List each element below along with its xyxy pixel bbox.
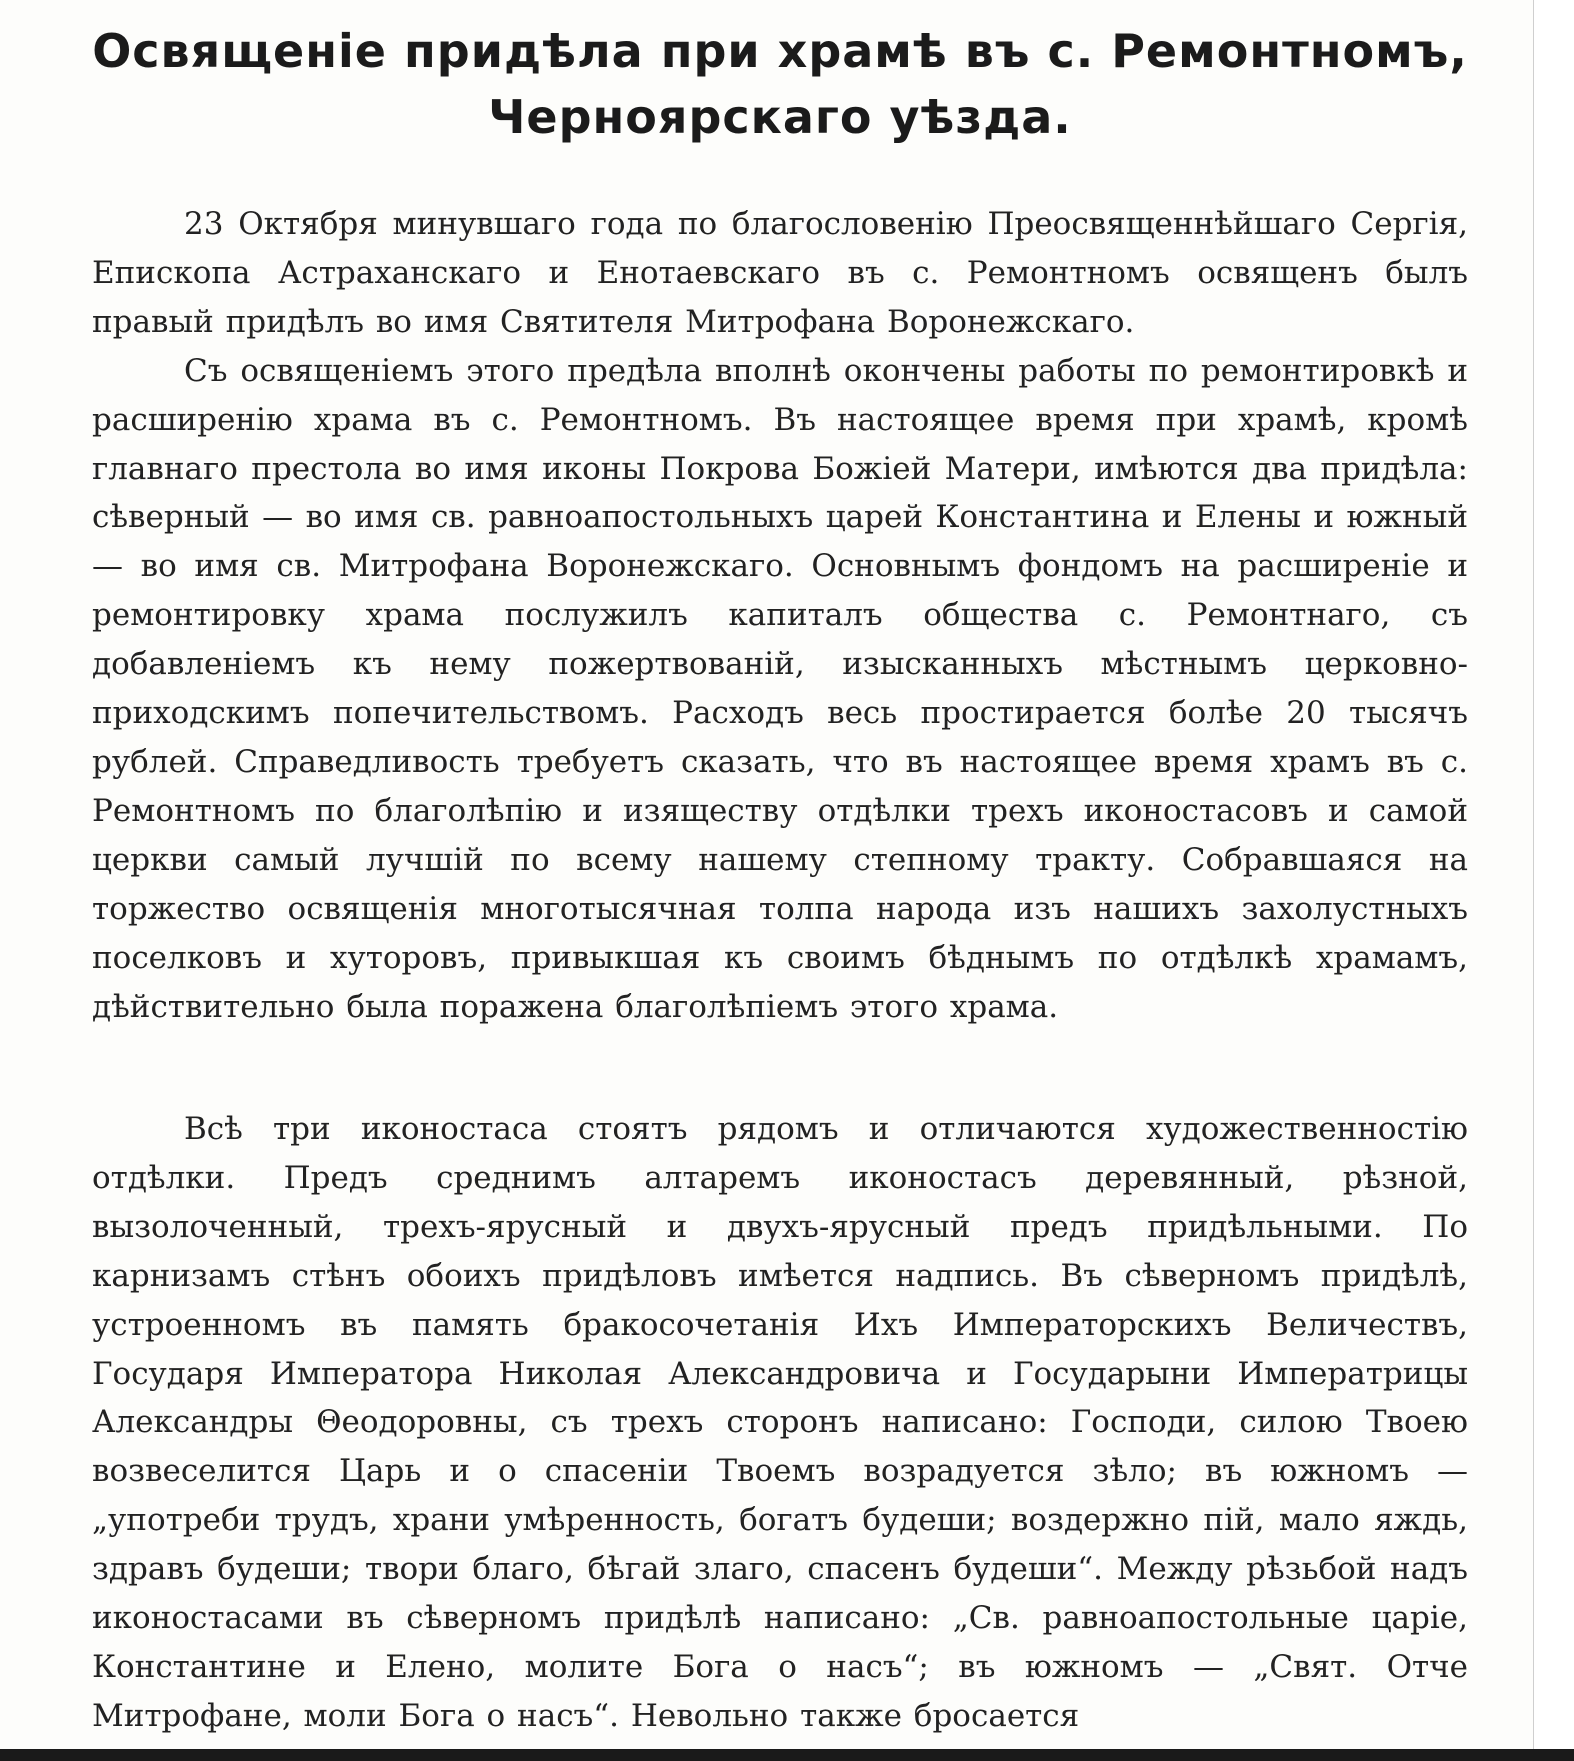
paragraph-renovation: Съ освященіемъ этого предѣла вполнѣ окончены работы по ремонтировкѣ и расширенію храма въ с. Ремонтномъ. Въ настоящее время при храмѣ, кромѣ главнаго престола во имя иконы Покрова Божіей Матери, имѣются два придѣла: сѣверный — во имя св. равноапостольныхъ царей Константина и Елены и южный — во имя св. Митрофана Воронежскаго. Основнымъ фондомъ на расширеніе и ремонтировку храма послужилъ капиталъ общества с. Ремонтнаго, съ добавленіемъ къ нему пожертвованій, изысканныхъ мѣстнымъ церковно-приходскимъ попечительствомъ. Расходъ весь простирается болѣе 20 тысячъ рублей. Справедливость требуетъ сказать, что въ настоящее время храмъ въ с. Ремонтномъ по благолѣпію и изяществу отдѣлки трехъ иконостасовъ и самой церкви самый лучшій по всему нашему степному тракту. Собравшаяся на торжество освященія многотысячная толпа народа изъ нашихъ захолустныхъ поселковъ и хуторовъ, привыкшая къ своимъ бѣднымъ по отдѣлкѣ храмамъ, дѣйствительно была поражена благолѣпіемъ этого храма. xyxy=(92,352,1468,1025)
article-body-first-section xyxy=(92,200,1468,1031)
page-bottom-edge xyxy=(0,1749,1574,1761)
page-margin-edge xyxy=(1533,0,1574,1761)
paragraph-consecration: 23 Октября минувшаго года по благословенію Преосвященнѣйшаго Сергія, Епископа Астраханскаго и Енотаевскаго въ с. Ремонтномъ освященъ былъ правый придѣлъ во имя Святителя Митрофана Воронежскаго. xyxy=(92,206,1468,340)
paragraph-iconostases: Всѣ три иконостаса стоятъ рядомъ и отличаются художественностію отдѣлки. Предъ среднимъ алтаремъ иконостасъ деревянный, рѣзной, вызолоченный, трехъ-ярусный и двухъ-ярусный предъ придѣльными. По карнизамъ стѣнъ обоихъ придѣловъ имѣется надпись. Въ сѣверномъ придѣлѣ, устроенномъ въ память бракосочетанія Ихъ Императорскихъ Величествъ, Государя Императора Николая Александровича и Государыни Императрицы Александры Θеодоровны, съ трехъ сторонъ написано: Господи, силою Твоею возвеселится Царь и о спасеніи Твоемъ возрадуется зѣло; въ южномъ — „употреби трудъ, храни умѣренность, богатъ будеши; воздержно пій, мало яждь, здравъ будеши; твори благо, бѣгай злаго, спасенъ будеши“. Между рѣзьбой надъ иконостасами въ сѣверномъ придѣлѣ написано: „Св. равноапостольные царіе, Константине и Елено, молите Бога о насъ“; въ южномъ — „Свят. Отче Митрофане, моли Бога о насъ“. Невольно также бросается xyxy=(92,1111,1468,1734)
article-title: Освященіе придѣла при храмѣ въ с. Ремонтномъ, Черноярскаго уѣзда. xyxy=(92,24,1468,144)
article-body-second-section xyxy=(92,1105,1468,1741)
